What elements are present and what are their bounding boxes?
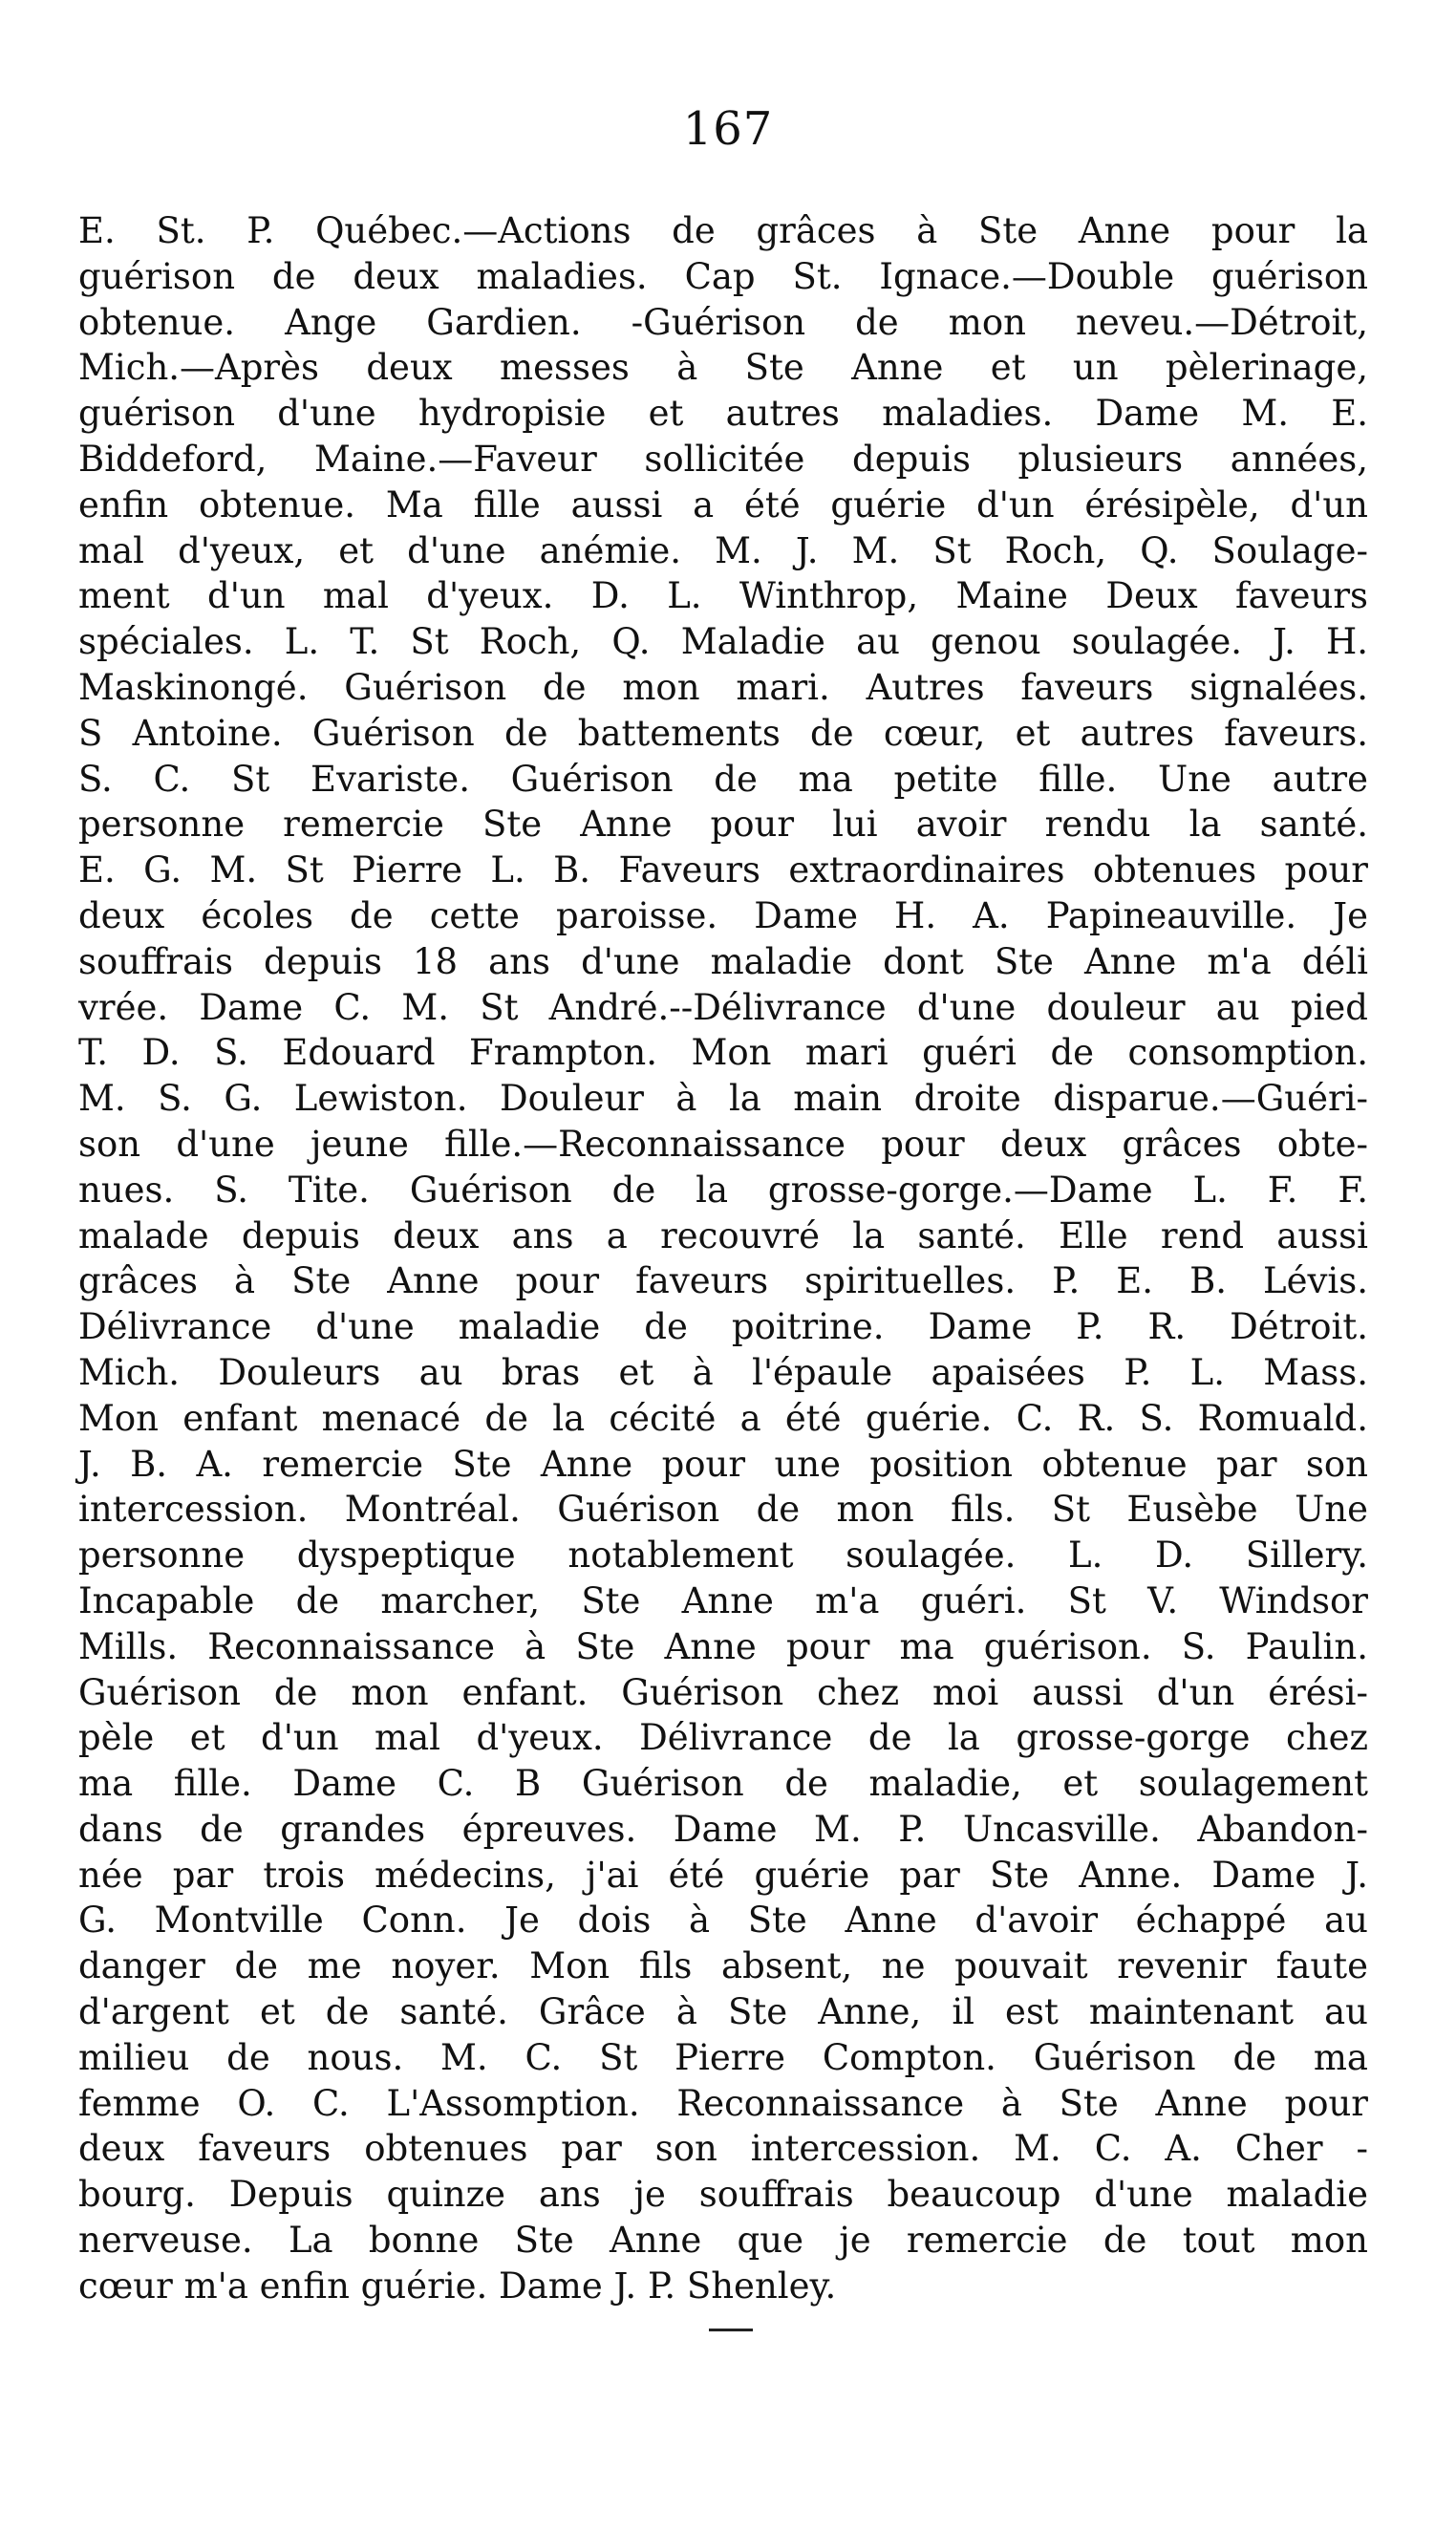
text-line: deux faveurs obtenues par son intercession. M. C. A. Cher - [78, 2128, 1368, 2170]
text-line: M. S. G. Lewiston. Douleur à la main droite disparue.—Guéri- [78, 1078, 1368, 1120]
text-line: Mich.—Après deux messes à Ste Anne et un pèlerinage, [78, 347, 1368, 389]
text-line: Mon enfant menacé de la cécité a été guérie. C. R. S. Romuald. [78, 1397, 1368, 1439]
page-number: 167 [682, 102, 774, 156]
text-line: nues. S. Tite. Guérison de la grosse-gorge.—Dame L. F. F. [78, 1169, 1368, 1211]
text-line: J. B. A. remercie Ste Anne pour une position obtenue par son [78, 1443, 1368, 1485]
text-line: d'argent et de santé. Grâce à Ste Anne, il est maintenant au [78, 1991, 1368, 2033]
text-line: grâces à Ste Anne pour faveurs spirituelles. P. E. B. Lévis. [78, 1260, 1368, 1302]
text-line: E. G. M. St Pierre L. B. Faveurs extraordinaires obtenues pour [78, 849, 1368, 891]
text-line: obtenue. Ange Gardien. -Guérison de mon neveu.—Détroit, [78, 301, 1368, 343]
text-line: née par trois médecins, j'ai été guérie par Ste Anne. Dame J. [78, 1854, 1368, 1896]
text-line: Biddeford, Maine.—Faveur sollicitée depuis plusieurs années, [78, 438, 1368, 480]
text-line: Mills. Reconnaissance à Ste Anne pour ma guérison. S. Paulin. [78, 1625, 1368, 1667]
text-line: deux écoles de cette paroisse. Dame H. A. Papineauville. Je [78, 894, 1368, 936]
text-line: G. Montville Conn. Je dois à Ste Anne d'avoir échappé au [78, 1900, 1368, 1942]
text-line: S. C. St Evariste. Guérison de ma petite fille. Une autre [78, 758, 1368, 800]
text-line: nerveuse. La bonne Ste Anne que je remercie de tout mon [78, 2220, 1368, 2262]
text-line: E. St. P. Québec.—Actions de grâces à Ste Anne pour la [78, 210, 1368, 251]
testimonial-text [78, 208, 1368, 2309]
text-line: milieu de nous. M. C. St Pierre Compton. Guérison de ma [78, 2036, 1368, 2078]
text-line: son d'une jeune fille.—Reconnaissance pour deux grâces obte- [78, 1123, 1368, 1165]
text-line: guérison d'une hydropisie et autres maladies. Dame M. E. [78, 393, 1368, 435]
text-line: Délivrance d'une maladie de poitrine. Dame P. R. Détroit. [78, 1306, 1368, 1348]
text-line: intercession. Montréal. Guérison de mon fils. St Eusèbe Une [78, 1489, 1368, 1531]
text-line: personne remercie Ste Anne pour lui avoir rendu la santé. [78, 804, 1368, 846]
text-line: souffrais depuis 18 ans d'une maladie dont Ste Anne m'a déli [78, 940, 1368, 982]
text-line: S Antoine. Guérison de battements de cœur, et autres faveurs. [78, 712, 1368, 754]
text-line: vrée. Dame C. M. St André.--Délivrance d'une douleur au pied [78, 986, 1368, 1028]
text-line: femme O. C. L'Assomption. Reconnaissance à Ste Anne pour [78, 2082, 1368, 2124]
text-line: Maskinongé. Guérison de mon mari. Autres faveurs signalées. [78, 666, 1368, 708]
text-line: ment d'un mal d'yeux. D. L. Winthrop, Maine Deux faveurs [78, 575, 1368, 617]
text-line: Incapable de marcher, Ste Anne m'a guéri. St V. Windsor [78, 1579, 1368, 1621]
text-line: Mich. Douleurs au bras et à l'épaule apaisées P. L. Mass. [78, 1351, 1368, 1393]
text-line: malade depuis deux ans a recouvré la santé. Elle rend aussi [78, 1214, 1368, 1256]
text-line: personne dyspeptique notablement soulagée. L. D. Sillery. [78, 1535, 1368, 1577]
text-line: ma fille. Dame C. B Guérison de maladie, et soulagement [78, 1763, 1368, 1805]
text-line: spéciales. L. T. St Roch, Q. Maladie au genou soulagée. J. H. [78, 621, 1368, 663]
text-line: Guérison de mon enfant. Guérison chez moi aussi d'un érési- [78, 1671, 1368, 1713]
end-rule [709, 2329, 753, 2331]
text-line: pèle et d'un mal d'yeux. Délivrance de la grosse-gorge chez [78, 1717, 1368, 1759]
text-line: bourg. Depuis quinze ans je souffrais beaucoup d'une maladie [78, 2174, 1368, 2216]
text-line: dans de grandes épreuves. Dame M. P. Uncasville. Abandon- [78, 1808, 1368, 1850]
text-line: guérison de deux maladies. Cap St. Ignace.—Double guérison [78, 255, 1368, 297]
text-line: enfin obtenue. Ma fille aussi a été guérie d'un érésipèle, d'un [78, 483, 1368, 526]
text-line: danger de me noyer. Mon fils absent, ne pouvait revenir faute [78, 1945, 1368, 1987]
text-line: cœur m'a enfin guérie. Dame J. P. Shenley. [78, 2265, 837, 2307]
text-line: mal d'yeux, et d'une anémie. M. J. M. St Roch, Q. Soulage- [78, 529, 1368, 571]
text-line: T. D. S. Edouard Frampton. Mon mari guéri de consomption. [78, 1032, 1368, 1074]
